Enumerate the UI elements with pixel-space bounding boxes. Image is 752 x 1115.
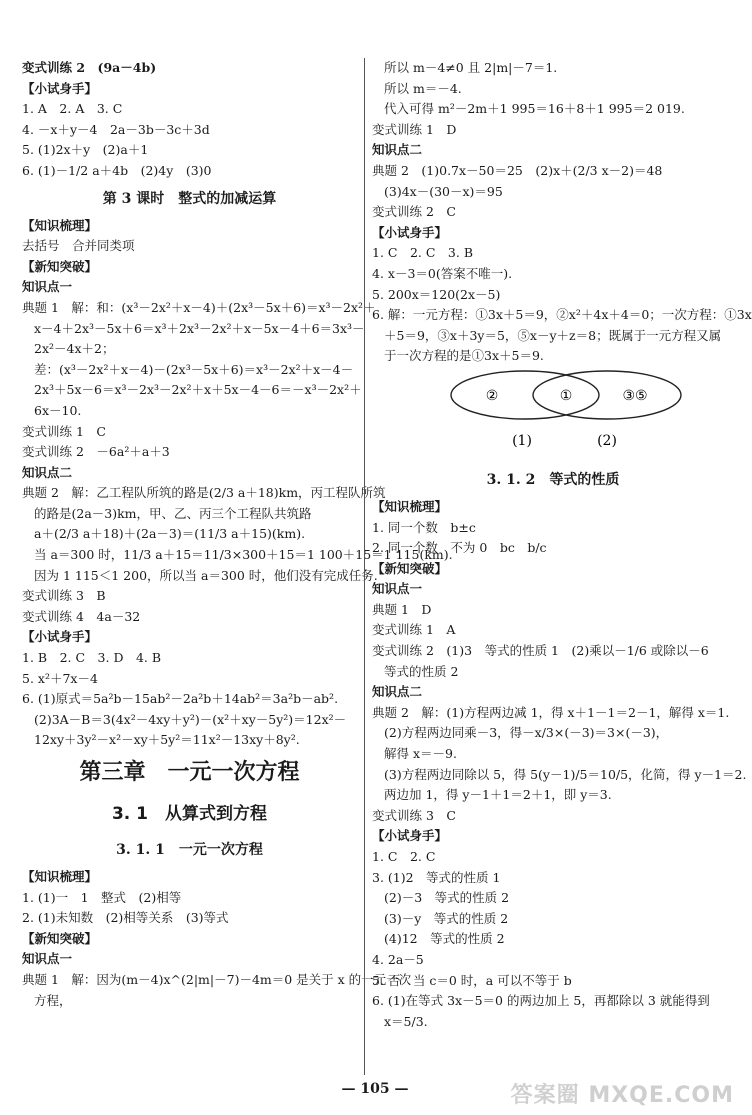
- right-line: (2)方程两边同乘－3，得－x/3×(－3)＝3×(－3)，: [384, 725, 669, 741]
- right-line: 4. x－3＝0(答案不唯一).: [372, 265, 513, 281]
- right-line: 典题 2 解：(1)方程两边减 1，得 x＋1－1＝2－1，解得 x＝1.: [372, 704, 730, 720]
- left-line: 因为 1 115＜1 200，所以当 a＝300 时，他们没有完成任务.: [34, 567, 378, 583]
- right-line: 等式的性质 2: [384, 663, 459, 679]
- right-line: (4)12 等式的性质 2: [384, 931, 505, 947]
- right-line: 1. 同一个数 b±c: [372, 519, 476, 535]
- left-line: 第 3 课时 整式的加减运算: [102, 190, 277, 207]
- right-line: 5. 否 当 c＝0 时，a 可以不等于 b: [372, 972, 572, 988]
- left-line: 3. 1. 1 一元一次方程: [116, 842, 263, 858]
- left-line: 差：(x³－2x²＋x－4)－(2x³－5x＋6)＝x³－2x²＋x－4－: [34, 361, 354, 377]
- left-line: 1. B 2. C 3. D 4. B: [22, 650, 162, 666]
- left-line: 2x²－4x＋2；: [34, 341, 115, 357]
- right-line: 知识点一: [372, 581, 423, 597]
- right-line: 【小试身手】: [372, 224, 448, 240]
- right-line: ＋5＝9，③x＋3y＝5，⑤x－y＋z＝8；既属于一元方程又属: [384, 327, 722, 343]
- left-line: 5. (1)2x＋y (2)a＋1: [22, 142, 149, 158]
- left-line: 典题 1 解：和：(x³－2x²＋x－4)＋(2x³－5x＋6)＝x³－2x²＋: [22, 299, 376, 315]
- left-line: 典题 1 解：因为(m－4)x^(2|m|－7)－4m＝0 是关于 x 的一元一次: [22, 971, 412, 987]
- left-line: 6x－10.: [34, 402, 82, 418]
- right-line: 所以 m＝－4.: [384, 80, 462, 96]
- right-column: [372, 58, 752, 1075]
- right-line: 变式训练 1 A: [372, 622, 456, 638]
- venn-caption-left: (1): [512, 432, 532, 449]
- left-line: x－4＋2x³－5x＋6＝x³＋2x³－2x²＋x－5x－4＋6＝3x³－: [34, 320, 365, 336]
- left-line: 6. (1)原式＝5a²b－15ab²－2a²b＋14ab²＝3a²b－ab².: [22, 691, 339, 707]
- right-line: (3)4x－(30－x)＝95: [384, 183, 503, 199]
- right-line: 【新知突破】: [372, 560, 448, 576]
- venn-diagram: [372, 367, 734, 463]
- left-line: 2x³＋5x－6＝x³－2x³－2x²＋x＋5x－4－6＝－x³－2x²＋: [34, 382, 362, 398]
- right-line: 【知识梳理】: [372, 498, 448, 514]
- right-line: 于一次方程的是①3x＋5＝9.: [384, 348, 544, 364]
- right-line: (3)方程两边同除以 5，得 5(y－1)/5＝10/5，化简，得 y－1＝2.: [384, 766, 747, 782]
- right-line: 典题 1 D: [372, 601, 432, 617]
- left-line: 2. (1)未知数 (2)相等关系 (3)等式: [22, 910, 229, 926]
- left-line: 【新知突破】: [22, 930, 98, 946]
- left-line: 变式训练 2 －6a²＋a＋3: [22, 444, 170, 460]
- right-line: 1. C 2. C: [372, 849, 436, 864]
- left-line: 5. x²＋7x－4: [22, 670, 98, 686]
- watermark: 答案圈 MXQE.COM: [510, 1083, 734, 1108]
- venn-left-label: ②: [485, 387, 499, 404]
- left-line: 当 a＝300 时，11/3 a＋15＝11/3×300＋15＝1 100＋15＝1 115(km).: [34, 547, 453, 563]
- venn-right-ellipse: [533, 371, 681, 419]
- right-line: 3. 1. 2 等式的性质: [486, 471, 620, 488]
- right-line: 4. 2a－5: [372, 951, 424, 967]
- right-line: 2. 同一个数 不为 0 bc b/c: [372, 540, 547, 556]
- left-line: 【知识梳理】: [22, 869, 98, 884]
- venn-left-ellipse: [451, 371, 599, 419]
- right-line: 变式训练 2 (1)3 等式的性质 1 (2)乘以－1/6 或除以－6: [372, 643, 709, 659]
- right-line: 典题 2 (1)0.7x－50＝25 (2)x＋(2/3 x－2)＝48: [372, 162, 663, 178]
- right-line: 解得 x＝－9.: [384, 746, 457, 762]
- right-line: (2)－3 等式的性质 2: [384, 890, 510, 906]
- page-number: — 105 —: [341, 1081, 409, 1097]
- right-line: 变式训练 2 C: [372, 204, 456, 220]
- right-line: 知识点二: [372, 142, 423, 158]
- right-line: 5. 200x＝120(2x－5): [372, 286, 501, 302]
- right-line: 1. C 2. C 3. B: [372, 245, 474, 261]
- left-line: 变式训练 3 B: [22, 588, 106, 604]
- left-line: a＋(2/3 a＋18)＋(2a－3)＝(11/3 a＋15)(km).: [34, 526, 306, 542]
- left-line: 【新知突破】: [22, 258, 98, 274]
- right-line: (3)－y 等式的性质 2: [384, 910, 509, 926]
- left-line: 【小试身手】: [22, 80, 98, 96]
- left-line: 方程，: [34, 992, 72, 1008]
- left-line: 【小试身手】: [22, 629, 98, 645]
- left-line: 变式训练 2 (9a－4b): [22, 60, 157, 75]
- left-line: 去括号 合并同类项: [22, 238, 135, 254]
- left-line: 的路是(2a－3)km，甲、乙、丙三个工程队共筑路: [34, 505, 312, 521]
- venn-caption-right: (2): [597, 432, 617, 449]
- right-line: 两边加 1，得 y－1＋1＝2＋1，即 y＝3.: [384, 787, 612, 803]
- right-line: x＝5/3.: [384, 1013, 428, 1029]
- left-line: 第三章 一元一次方程: [79, 760, 300, 785]
- venn-middle-label: ①: [559, 387, 573, 404]
- left-line: 4. －x＋y－4 2a－3b－3c＋3d: [22, 121, 210, 137]
- left-line: 1. A 2. A 3. C: [22, 101, 123, 117]
- right-line: 所以 m－4≠0 且 2|m|－7＝1.: [384, 60, 558, 75]
- venn-right-label: ③⑤: [622, 387, 648, 404]
- left-line: 12xy＋3y²－x²－xy＋5y²＝11x²－13xy＋8y².: [34, 732, 300, 748]
- left-line: 知识点一: [22, 279, 73, 295]
- left-line: 变式训练 4 4a－32: [22, 608, 141, 624]
- left-line: 3. 1 从算式到方程: [111, 804, 268, 824]
- left-line: (2)3A－B＝3(4x²－4xy＋y²)－(x²＋xy－5y²)＝12x²－: [34, 711, 347, 727]
- left-line: 知识点一: [22, 951, 73, 967]
- left-line: 典题 2 解：乙工程队所筑的路是(2/3 a＋18)km，丙工程队所筑: [22, 485, 386, 501]
- right-line: 【小试身手】: [372, 828, 448, 844]
- left-line: 1. (1)一 1 整式 (2)相等: [22, 889, 182, 905]
- left-line: 知识点二: [22, 464, 73, 480]
- left-line: 6. (1)－1/2 a＋4b (2)4y (3)0: [22, 162, 212, 178]
- right-line: 变式训练 3 C: [372, 807, 456, 823]
- right-line: 6. 解：一元方程：①3x＋5＝9，②x²＋4x＋4＝0；一次方程：①3x: [372, 307, 752, 323]
- right-line: 变式训练 1 D: [372, 121, 457, 137]
- right-line: 3. (1)2 等式的性质 1: [372, 869, 501, 885]
- left-line: 变式训练 1 C: [22, 423, 106, 439]
- right-line: 6. (1)在等式 3x－5＝0 的两边加上 5，再都除以 3 就能得到: [372, 993, 710, 1009]
- column-divider: [364, 58, 365, 1075]
- left-line: 【知识梳理】: [22, 217, 98, 233]
- right-line: 知识点二: [372, 684, 423, 700]
- right-line: 代入可得 m²－2m＋1 995＝16＋8＋1 995＝2 019.: [384, 101, 685, 117]
